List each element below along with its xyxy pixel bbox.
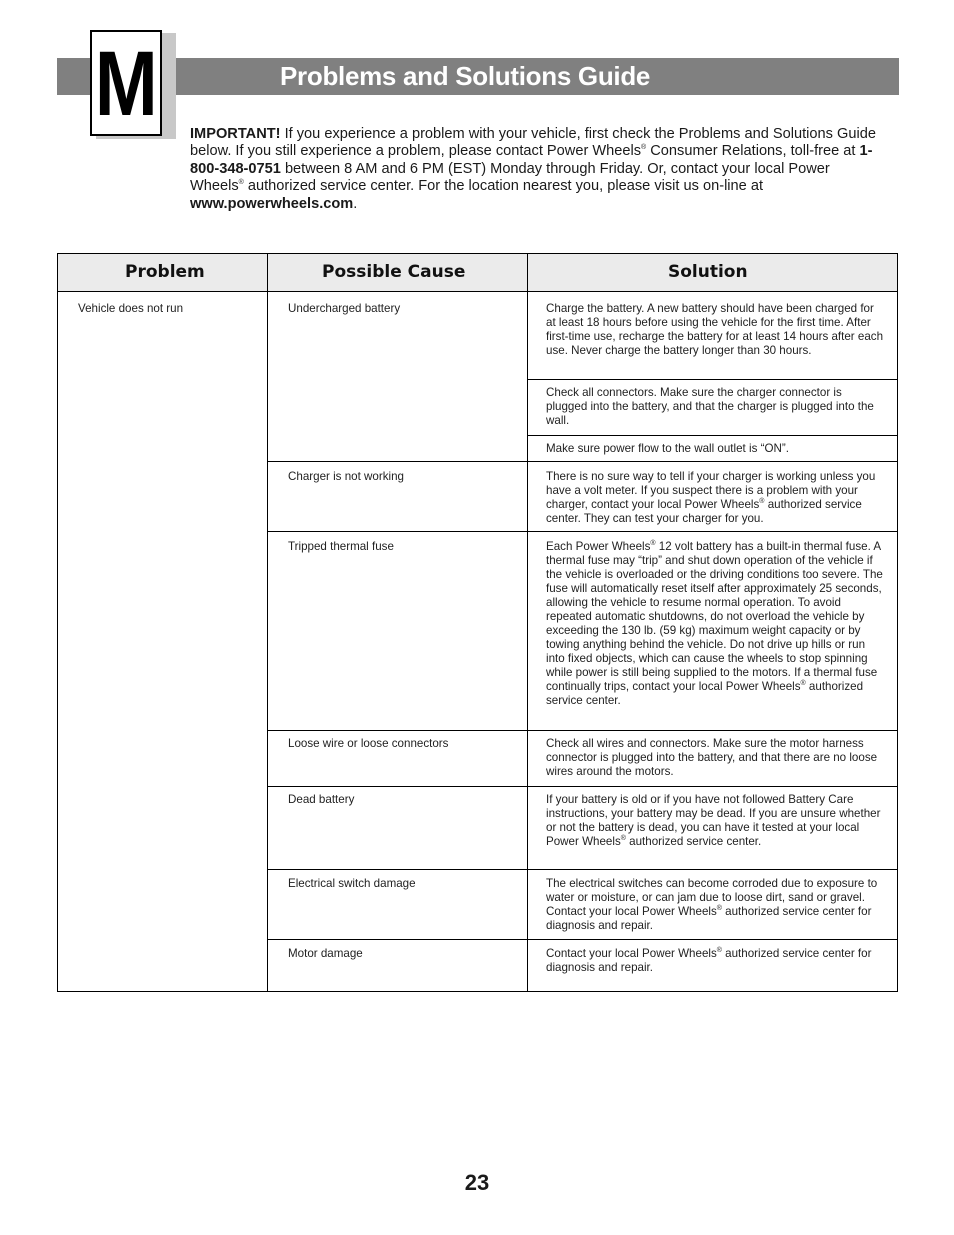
- header-possible-cause: Possible Cause: [322, 262, 466, 282]
- solution-cell: Check all connectors. Make sure the charger connector is plugged into the battery, and that the charger is plugged into the wall.: [546, 386, 874, 427]
- cause-cell: Undercharged battery: [288, 302, 401, 315]
- section-letter: M: [94, 33, 158, 135]
- solution-cell: Each Power Wheels® 12 volt battery has a built-in thermal fuse. A thermal fuse may “trip” and shut down operation of the vehicle if the vehicle is overloaded or the driving conditions too severe. The fuse will automatically reset itself after approximately 25 seconds, allowing the vehicle to resume normal operation. To avoid repeated automatic shutdowns, do not overload the vehicle by exceeding the 130 lb. (59 kg) maximum weight capacity or by towing anything behind the vehicle. Do not drive up hills or run into fixed objects, which can cause the wheels to stop spinning while power is still being supplied to the motors. If a thermal fuse continually trips, contact your local Power Wheels® authorized service center.: [546, 540, 883, 707]
- intro-text-4: authorized service center. For the location nearest you, please visit us on-line at: [243, 178, 764, 195]
- solution-cell: Check all wires and connectors. Make sure the motor harness connector is plugged into the battery, and that there are no loose wires around the motors.: [546, 737, 878, 778]
- intro-text-5: .: [353, 195, 358, 212]
- row-divider: [527, 435, 897, 436]
- row-divider: [267, 939, 897, 940]
- intro-text-2: Consumer Relations, toll-free at: [646, 143, 860, 160]
- intro-text-1: If you experience a problem with your vehicle, first check the Problems and Solutions Guide below. If you still experience a problem, please contact Power Wheels: [190, 126, 876, 160]
- cause-cell: Tripped thermal fuse: [288, 540, 394, 553]
- row-divider: [267, 869, 897, 870]
- cause-cell: Electrical switch damage: [288, 877, 416, 890]
- row-divider: [267, 730, 897, 731]
- website-link[interactable]: www.powerwheels.com: [190, 195, 354, 212]
- cause-cell: Dead battery: [288, 793, 355, 806]
- solution-cell: Contact your local Power Wheels® authorized service center for diagnosis and repair.: [546, 947, 872, 974]
- table-header: [58, 254, 897, 292]
- solution-cell: Charge the battery. A new battery should have been charged for at least 18 hours before using the vehicle for the first time. After first-time use, recharge the battery for at least 14 hours after each use. Never charge the battery longer than 30 hours.: [546, 302, 884, 357]
- solution-cell: Make sure power flow to the wall outlet is “ON”.: [546, 442, 789, 455]
- registered-mark: ®: [238, 179, 244, 187]
- section-tab: [90, 30, 162, 136]
- important-label: IMPORTANT!: [190, 126, 281, 142]
- cause-cell: Loose wire or loose connectors: [288, 737, 449, 750]
- row-divider: [267, 531, 897, 532]
- header-problem: Problem: [125, 262, 205, 282]
- row-divider: [267, 461, 897, 462]
- phone-number: 1-800-348-0751: [190, 143, 873, 177]
- page-number: 23: [464, 1170, 490, 1195]
- solution-cell: The electrical switches can become corroded due to exposure to water or moisture, or can jam due to loose dirt, sand or gravel. Contact your local Power Wheels® authorized service center for diagnosis and repair.: [546, 877, 878, 932]
- page-title: Problems and Solutions Guide: [280, 61, 651, 91]
- problem-cell: Vehicle does not run: [78, 302, 184, 315]
- intro-text-3: between 8 AM and 6 PM (EST) Monday through Friday. Or, contact your local Power Wheels: [190, 160, 830, 195]
- problems-table: [57, 253, 898, 992]
- cause-cell: Motor damage: [288, 947, 363, 960]
- intro-paragraph: [190, 126, 880, 213]
- solution-cell: If your battery is old or if you have not followed Battery Care instructions, your battery may be dead. If you are unsure whether or not the battery is dead, you can have it tested at your local Power Wheels® authorized service center.: [546, 793, 881, 848]
- cause-cell: Charger is not working: [288, 470, 404, 483]
- row-divider: [527, 379, 897, 380]
- column-divider: [267, 254, 268, 991]
- solution-cell: There is no sure way to tell if your charger is working unless you have a volt meter. If you suspect there is a problem with your charger, contact your local Power Wheels® authorized service center. They can test your charger for you.: [546, 470, 876, 525]
- registered-mark: ®: [641, 144, 647, 152]
- header-solution: Solution: [668, 262, 748, 282]
- row-divider: [267, 786, 897, 787]
